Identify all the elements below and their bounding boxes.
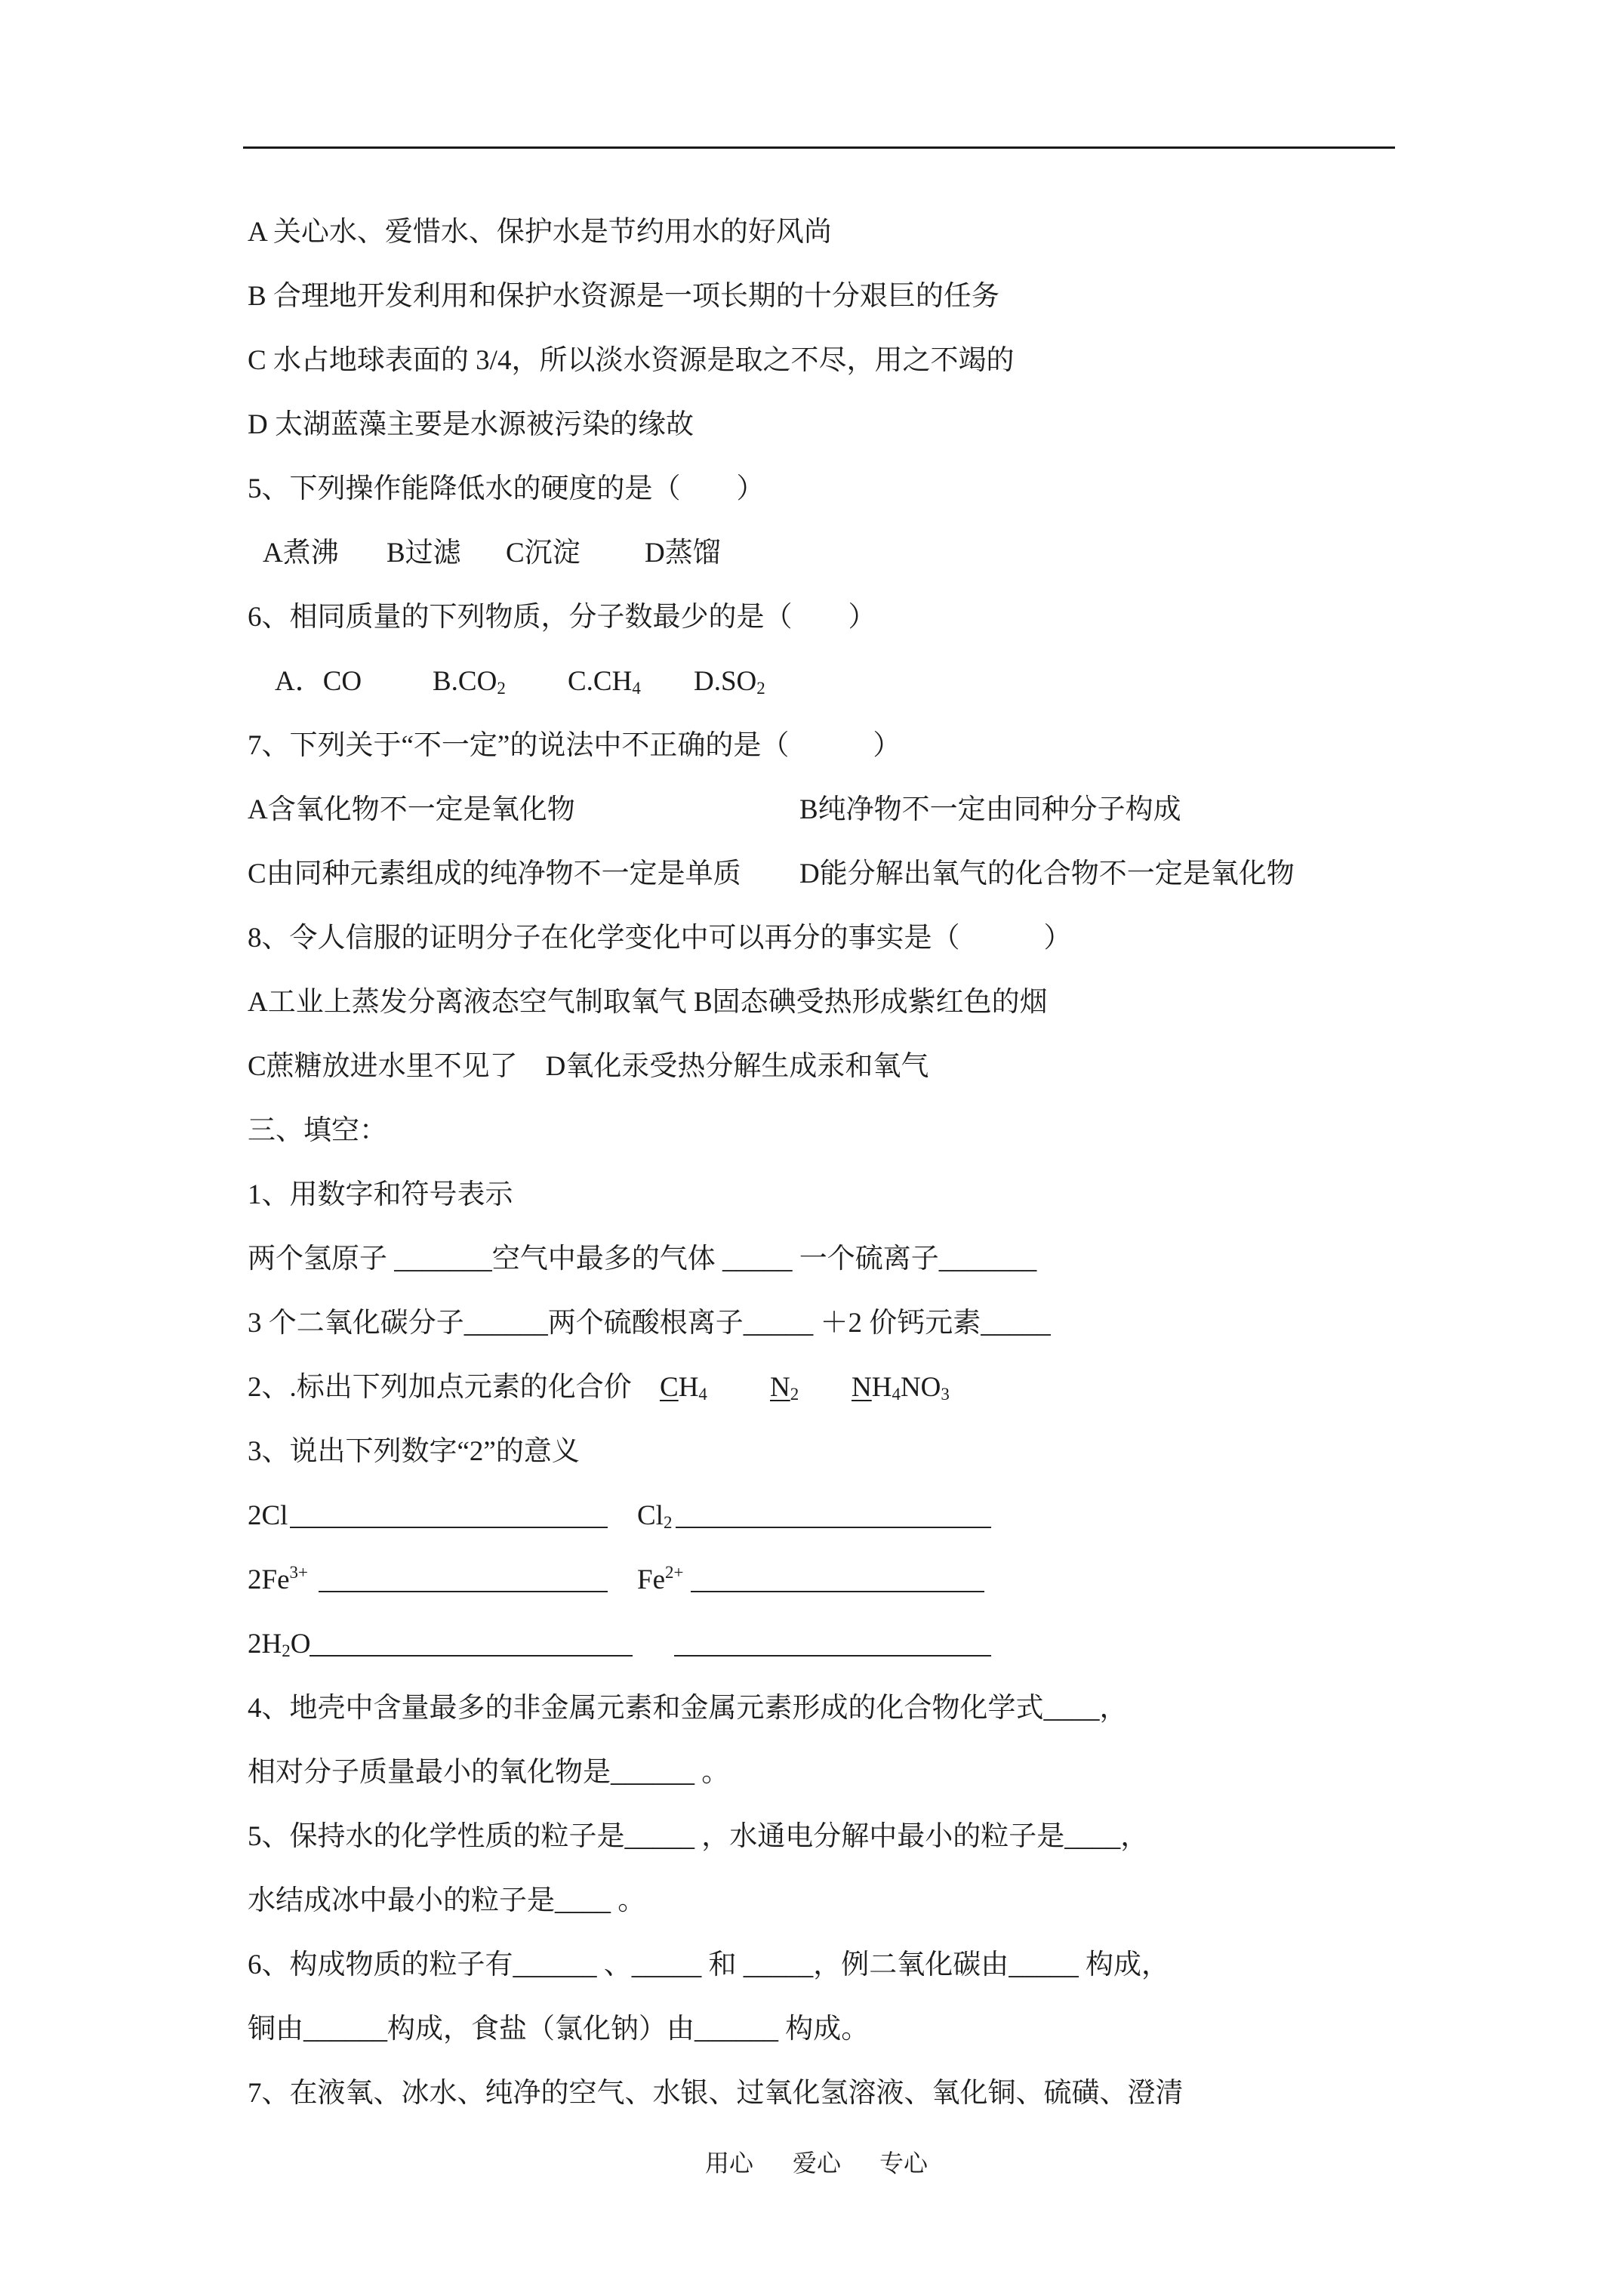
- answer-line-2cl: [290, 1527, 608, 1528]
- q7-option-d: D能分解出氧气的化合物不一定是氧化物: [799, 858, 1295, 889]
- q6-option-d-subscript: 2: [756, 679, 765, 698]
- option-d-text: D 太湖蓝藻主要是水源被污染的缘故: [248, 409, 694, 440]
- fill-q2-stem: 2、.标出下列加点元素的化合价: [248, 1372, 632, 1403]
- fill-q6-text-2: 铜由______构成，食盐（氯化钠）由______ 构成。: [248, 2014, 870, 2045]
- fill-q3-row-3: [0, 1612, 1623, 1676]
- worksheet-body: [0, 200, 1623, 2125]
- formula-nh4no3-subscript-1: 4: [892, 1385, 901, 1404]
- symbol-cl2: [637, 1484, 672, 1548]
- q5-stem: 5、下列操作能降低水的硬度的是（ ）: [248, 473, 765, 504]
- fill-q1-stem: 1、用数字和符号表示: [248, 1179, 513, 1210]
- symbol-2fe3-base: 2Fe: [248, 1564, 290, 1595]
- fill-q7-line-1: [0, 2061, 1623, 2125]
- section-title: 三、填空：: [248, 1115, 387, 1146]
- q6-option-c-subscript: 4: [632, 679, 641, 698]
- formula-nh4no3-subscript-2: 3: [941, 1385, 950, 1404]
- fill-q1-text-2: 3 个二氧化碳分子______两个硫酸根离子_____ ＋2 价钙元素_____: [248, 1308, 1051, 1339]
- symbol-2fe3-charge: 3+: [289, 1562, 308, 1582]
- fill-q3-row-1: [0, 1484, 1623, 1548]
- formula-n2: [770, 1355, 799, 1419]
- q6-stem: 6、相同质量的下列物质，分子数最少的是（ ）: [248, 602, 876, 633]
- fill-q1-line-2: [0, 1291, 1623, 1355]
- answer-line-2fe3: [319, 1591, 608, 1592]
- symbol-2cl: 2Cl: [248, 1500, 288, 1531]
- symbol-fe2: [637, 1548, 683, 1612]
- q8-options-cd: C蔗糖放进水里不见了 D氧化汞受热分解生成汞和氧气: [248, 1051, 929, 1082]
- q6-option-b-subscript: 2: [497, 679, 506, 698]
- q5-options-line: [0, 521, 1623, 585]
- fill-q1-line-1: [0, 1227, 1623, 1291]
- fill-q5-text-1: 5、保持水的化学性质的粒子是_____ ，水通电分解中最小的粒子是____，: [248, 1821, 1149, 1852]
- section-title-line: [0, 1099, 1623, 1163]
- fill-q1-stem-line: [0, 1163, 1623, 1227]
- symbol-fe2-base: Fe: [637, 1564, 665, 1595]
- footer-word-1: 用心: [705, 2150, 754, 2177]
- page-footer: [0, 2148, 1623, 2178]
- q8-options-line-2: [0, 1034, 1623, 1099]
- option-a-text: A 关心水、爱惜水、保护水是节约用水的好风尚: [248, 217, 832, 248]
- formula-n2-subscript: 2: [790, 1385, 799, 1404]
- fill-q4-text-2: 相对分子质量最小的氧化物是______ 。: [248, 1757, 730, 1788]
- q6-option-d: [694, 649, 765, 713]
- symbol-cl2-base: Cl: [637, 1500, 664, 1531]
- fill-q3-stem: 3、说出下列数字“2”的意义: [248, 1436, 580, 1467]
- q7-stem-line: [0, 713, 1623, 778]
- answer-line-extra: [674, 1655, 991, 1657]
- symbol-2fe3: [248, 1548, 308, 1612]
- formula-ch4: [660, 1355, 707, 1419]
- q6-option-b: [433, 649, 506, 713]
- q8-stem: 8、令人信服的证明分子在化学变化中可以再分的事实是（ ）: [248, 923, 1072, 954]
- fill-q5-text-2: 水结成冰中最小的粒子是____ 。: [248, 1885, 646, 1916]
- formula-nh4no3-marked-element: N: [852, 1372, 872, 1403]
- q7-option-a: A含氧化物不一定是氧化物: [248, 794, 575, 825]
- formula-ch4-marked-element: C: [660, 1372, 679, 1403]
- q6-options-line: [0, 649, 1623, 713]
- fill-q3-row-2: [0, 1548, 1623, 1612]
- q5-option-d: D蒸馏: [645, 538, 721, 569]
- q7-options-line-2: [0, 842, 1623, 906]
- q6-stem-line: [0, 585, 1623, 649]
- q8-stem-line: [0, 906, 1623, 970]
- symbol-cl2-subscript: 2: [663, 1513, 673, 1533]
- fill-q6-line-1: [0, 1933, 1623, 1997]
- q5-option-c: C沉淀: [506, 538, 581, 569]
- q8-options-line-1: [0, 970, 1623, 1034]
- fill-q6-line-2: [0, 1997, 1623, 2061]
- fill-q3-stem-line: [0, 1419, 1623, 1484]
- symbol-2h2o-base: 2H: [248, 1629, 282, 1660]
- formula-n2-marked-element: N: [770, 1372, 790, 1403]
- header-rule: [243, 146, 1395, 149]
- q7-stem: 7、下列关于“不一定”的说法中不正确的是（ ）: [248, 730, 901, 761]
- fill-q7-text-1: 7、在液氧、冰水、纯净的空气、水银、过氧化氢溶液、氧化铜、硫磺、澄清: [248, 2078, 1184, 2109]
- formula-nh4no3-h: H: [871, 1372, 892, 1403]
- symbol-2h2o-tail: O: [290, 1629, 311, 1660]
- option-line-b: [0, 264, 1623, 328]
- footer-word-3: 专心: [879, 2150, 929, 2177]
- formula-ch4-h: H: [678, 1372, 699, 1403]
- option-line-c: [0, 328, 1623, 393]
- fill-q2-line: [0, 1355, 1623, 1419]
- symbol-fe2-charge: 2+: [665, 1562, 684, 1582]
- fill-q5-line-1: [0, 1804, 1623, 1869]
- fill-q1-text-1: 两个氢原子 _______空气中最多的气体 _____ 一个硫离子_______: [248, 1244, 1037, 1274]
- symbol-2h2o-subscript: 2: [282, 1641, 291, 1661]
- q6-option-c-text: C.CH: [568, 666, 633, 697]
- symbol-2h2o: [248, 1612, 310, 1676]
- fill-q6-text-1: 6、构成物质的粒子有______ 、_____ 和 _____，例二氧化碳由_____ 构成，: [248, 1949, 1169, 1980]
- option-line-d: [0, 393, 1623, 457]
- footer-word-2: 爱心: [793, 2150, 842, 2177]
- formula-nh4no3-no: NO: [900, 1372, 941, 1403]
- option-c-text: C 水占地球表面的 3/4，所以淡水资源是取之不尽，用之不竭的: [248, 345, 1015, 376]
- fill-q4-text-1: 4、地壳中含量最多的非金属元素和金属元素形成的化合物化学式____，: [248, 1693, 1128, 1724]
- q6-option-c: [568, 649, 641, 713]
- q5-option-b: B过滤: [387, 538, 461, 569]
- fill-q4-line-2: [0, 1740, 1623, 1804]
- fill-q4-line-1: [0, 1676, 1623, 1740]
- answer-line-2h2o: [310, 1655, 633, 1657]
- option-line-a: [0, 200, 1623, 264]
- q8-options-ab: A工业上蒸发分离液态空气制取氧气 B固态碘受热形成紫红色的烟: [248, 987, 1048, 1018]
- q6-option-b-text: B.CO: [433, 666, 497, 697]
- fill-q5-line-2: [0, 1869, 1623, 1933]
- q6-option-a: A．CO: [275, 666, 362, 697]
- q7-option-b: B纯净物不一定由同种分子构成: [799, 794, 1181, 825]
- q7-option-c: C由同种元素组成的纯净物不一定是单质: [248, 858, 741, 889]
- q7-options-line-1: [0, 778, 1623, 842]
- formula-nh4no3: [852, 1355, 950, 1419]
- q5-option-a: A煮沸: [263, 538, 339, 569]
- q5-stem-line: [0, 457, 1623, 521]
- option-b-text: B 合理地开发利用和保护水资源是一项长期的十分艰巨的任务: [248, 281, 999, 312]
- q6-option-d-text: D.SO: [694, 666, 757, 697]
- answer-line-fe2: [691, 1591, 984, 1592]
- answer-line-cl2: [676, 1527, 991, 1528]
- formula-ch4-subscript: 4: [698, 1385, 707, 1404]
